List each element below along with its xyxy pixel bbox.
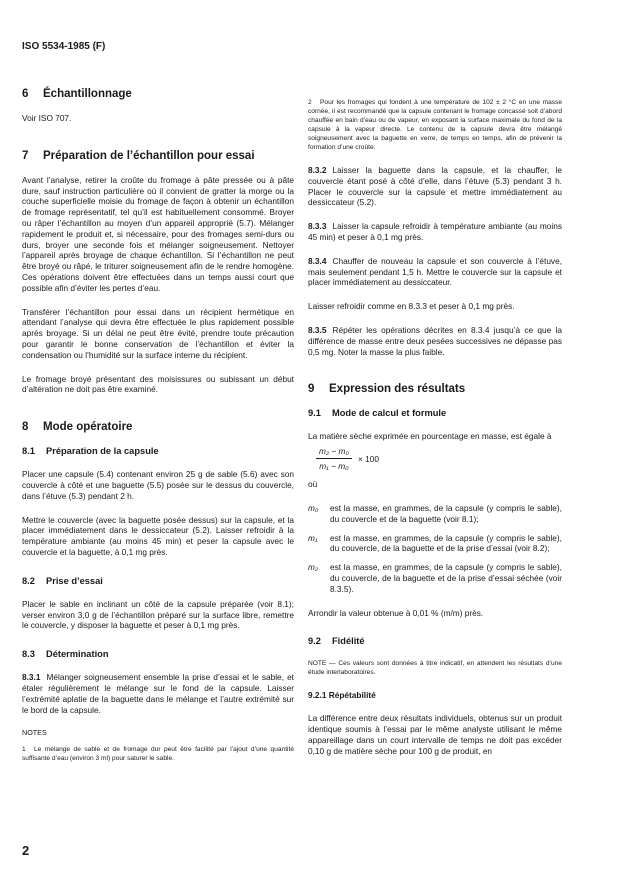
subsection-number: 8.3 — [22, 649, 35, 660]
section-8-1-heading — [22, 446, 294, 456]
section-6-heading — [22, 88, 294, 100]
section-7-paragraph-1: Avant l’analyse, retirer la croûte du fromage à pâte pressée ou à pâte dure, sauf instruction particulière où il convient de gratter la morge ou la couche superficielle moisie du fromage de façon à obtenir un échantillon de fromage représentatif, tel qu’il est habituellement consommé. Broyer ou râper l’échantillon au moyen d’un appareil approprié (5.7). Mélanger rapidement le produit et, si nécessaire, pour des fromages semi-durs ou durs, broyer une seconde fois et mélanger soigneusement. Nettoyer l’appareil après broyage de chaque échantillon. Si l’échantillon ne peut être broyé ou râpé, le triturer soigneusement afin de le rendre homogène. Ces opérations doivent être effectuées dans un temps aussi court que possible afin d’éviter les pertes d’eau. — [22, 174, 294, 293]
subsection-title: Mode de calcul et formule — [332, 408, 447, 419]
section-8-3-3-paragraph — [308, 221, 562, 243]
document-header: ISO 5534-1985 (F) — [22, 41, 106, 52]
section-8-heading — [22, 421, 294, 433]
section-number: 9 — [308, 383, 315, 396]
left-column — [22, 88, 294, 763]
section-number: 7 — [22, 149, 29, 162]
section-title: Échantillonnage — [43, 88, 132, 100]
section-title: Expression des résultats — [329, 383, 466, 396]
section-9-2-note: NOTE — Ces valeurs sont données à titre indicatif, en attendent les résultats d’une étude interlaboratoires. — [308, 660, 562, 677]
section-8-3-4-paragraph-2: Laisser refroidir comme en 8.3.3 et peser à 0,1 mg près. — [308, 301, 515, 312]
section-7-paragraph-3: Le fromage broyé présentant des moisissures ou subissant un début d’altération ne doit pas être examiné. — [22, 373, 294, 395]
formula-fraction — [316, 446, 352, 471]
note-text: Le mélange de sable et de fromage dur peut être facilité par l’ajout d’une quantité suffisante d’eau (environ 3 ml) pour saturer le sable. — [22, 746, 294, 763]
note-2 — [308, 98, 562, 152]
definition-m2 — [308, 562, 562, 594]
formula-numerator: m₂ − m₀ — [316, 446, 352, 459]
subsection-title: Préparation de la capsule — [46, 446, 159, 457]
paragraph-text: Mélanger soigneusement ensemble la prise d’essai et le sable, et étaler régulièrement le mélange sur le fond de la capsule. Laisser l’extrémité aplatie de la baguette dans le mélange et l’autre extrémité sur le bord de la capsule. — [22, 672, 294, 715]
subsection-number: 8.2 — [22, 575, 35, 586]
page-number: 2 — [22, 843, 30, 858]
subsection-number: 8.3.1 — [22, 672, 41, 683]
subsection-number: 9.2 — [308, 636, 321, 647]
formula-multiplier: × 100 — [357, 453, 379, 464]
section-7-heading — [22, 150, 294, 162]
section-8-1-paragraph-1: Placer une capsule (5.4) contenant environ 25 g de sable (5.6) avec son couvercle à côté et une baguette (5.5) posée sur le dessus du couvercle, dans l’étuve (5.3) pendant 2 h. — [22, 469, 294, 501]
section-8-1-paragraph-2: Mettre le couvercle (avec la baguette posée dessus) sur la capsule, et la placer immédiatement dans le dessiccateur (5.2). Laisser refroidir à la température ambiante (au moins 45 min) et peser la capsule avec le couvercle et la baguette, à 0,1 mg près. — [22, 514, 294, 557]
section-9-2-1-paragraph: La différence entre deux résultats individuels, obtenus sur un produit identique soumis à l’essai par le même analyste utilisant le même appareillage dans un court intervalle de temps ne doit pas excéder 0,10 g de matière sèche pour 100 g de produit, en — [308, 713, 562, 756]
note-number: 2 — [308, 99, 312, 106]
paragraph-text: Laisser la capsule refroidir à température ambiante (au moins 45 min) et peser à 0,1 mg près. — [308, 221, 562, 242]
section-number: 8 — [22, 421, 29, 434]
section-8-3-1-paragraph — [22, 672, 294, 715]
section-8-2-paragraph: Placer le sable en inclinant un côté de la capsule préparée (voir 8.1); verser environ 3,0 g de l’échantillon préparé sur la surface libre, remettre le couvercle, y disposer la baguette et peser à 0,1 mg près. — [22, 598, 294, 631]
section-8-3-4-paragraph — [308, 256, 562, 288]
symbol: m₀ — [308, 502, 319, 513]
definition-text: est la masse, en grammes, de la capsule (y compris le sable), du couvercle, de la baguette et de la prise d’essai séchée (voir 8.3.5). — [330, 562, 562, 594]
section-8-2-heading — [22, 576, 294, 586]
subsection-title: Détermination — [46, 649, 109, 660]
subsection-number: 8.3.4 — [308, 255, 327, 266]
section-8-3-2-paragraph — [308, 165, 562, 208]
section-title: Préparation de l’échantillon pour essai — [43, 149, 255, 162]
definition-m1 — [308, 533, 562, 555]
paragraph-text: Répéter les opérations décrites en 8.3.4 jusqu’à ce que la différence de masse entre deux pesées successives ne dépasse pas 0,5 mg. Noter la masse la plus faible. — [308, 324, 562, 357]
formula-where: où — [308, 479, 318, 490]
note-1 — [22, 745, 294, 763]
definition-text: est la masse, en grammes, de la capsule (y compris le sable), du couvercle, de la baguette et de la prise d’essai (voir 8.2); — [330, 532, 562, 554]
section-9-1-paragraph: La matière sèche exprimée en pourcentage en masse, est égale à — [308, 431, 552, 442]
section-9-2-heading — [308, 636, 562, 646]
formula-denominator: m₁ − m₀ — [319, 461, 349, 472]
definition-m0 — [308, 503, 562, 525]
subsection-number: 9.1 — [308, 408, 321, 419]
rounding-instruction: Arrondir la valeur obtenue à 0,01 % (m/m) près. — [308, 607, 484, 618]
subsection-number: 8.3.3 — [308, 221, 327, 232]
paragraph-text: Laisser la baguette dans la capsule, et la chauffer, le couvercle étant posé à côté d’elle, dans l’étuve (5.3) pendant 3 h. Placer le couvercle sur la capsule et mettre immédiatement au dessiccateur (5.2). — [308, 165, 562, 208]
section-number: 6 — [22, 88, 29, 100]
note-number: 1 — [22, 746, 26, 754]
section-7-paragraph-2: Transférer l’échantillon pour essai dans un récipient hermétique en attendant l’analyse qui devra être effectuée le plus rapidement possible après broyage. Si un délai ne peut être évité, prendre toute précaution pour garantir le bonne conservation de l’échantillon et éviter la condensation ou l’humidité sur la surface interne du récipient. — [22, 306, 294, 360]
section-8-3-5-paragraph — [308, 325, 562, 357]
section-9-1-heading — [308, 408, 562, 418]
subsection-number: 8.3.2 — [308, 165, 327, 175]
section-8-3-heading — [22, 649, 294, 659]
subsection-title: Fidélité — [332, 636, 365, 647]
definition-text: est la masse, en grammes, de la capsule (y compris le sable), du couvercle et de la baguette (voir 8.1); — [330, 502, 562, 524]
section-9-heading — [308, 383, 562, 395]
note-text: Pour les fromages qui fondent à une température de 102 ± 2 °C en une masse cornée, il est recommandé que la capsule contenant le fromage concassé soit d’abord chauffée en bain d’eau ou de vapeur, en exposant la surface maximale du fond de la capsule à la vapeur directe. Le contenu de la capsule devra être mélangé soigneusement avec la baguette en verre, de temps en temps, afin de prévenir la formation d’une croûte. — [308, 99, 562, 151]
notes-label: NOTES — [22, 728, 47, 738]
paragraph-text: Chauffer de nouveau la capsule et son couvercle à l’étuve, mais seulement pendant 1,5 h. Mettre le couvercle sur la capsule et placer immédiatement au dessiccateur. — [308, 255, 562, 288]
section-6-body: Voir ISO 707. — [22, 113, 72, 123]
formula — [316, 446, 562, 471]
symbol: m₂ — [308, 562, 319, 573]
section-9-2-1-heading: 9.2.1 Répétabilité — [308, 690, 376, 701]
symbol: m₁ — [308, 532, 318, 543]
subsection-number: 8.3.5 — [308, 324, 327, 335]
right-column — [308, 98, 562, 757]
subsection-title: Prise d’essai — [46, 575, 103, 586]
section-title: Mode opératoire — [43, 421, 133, 434]
subsection-number: 8.1 — [22, 446, 35, 457]
